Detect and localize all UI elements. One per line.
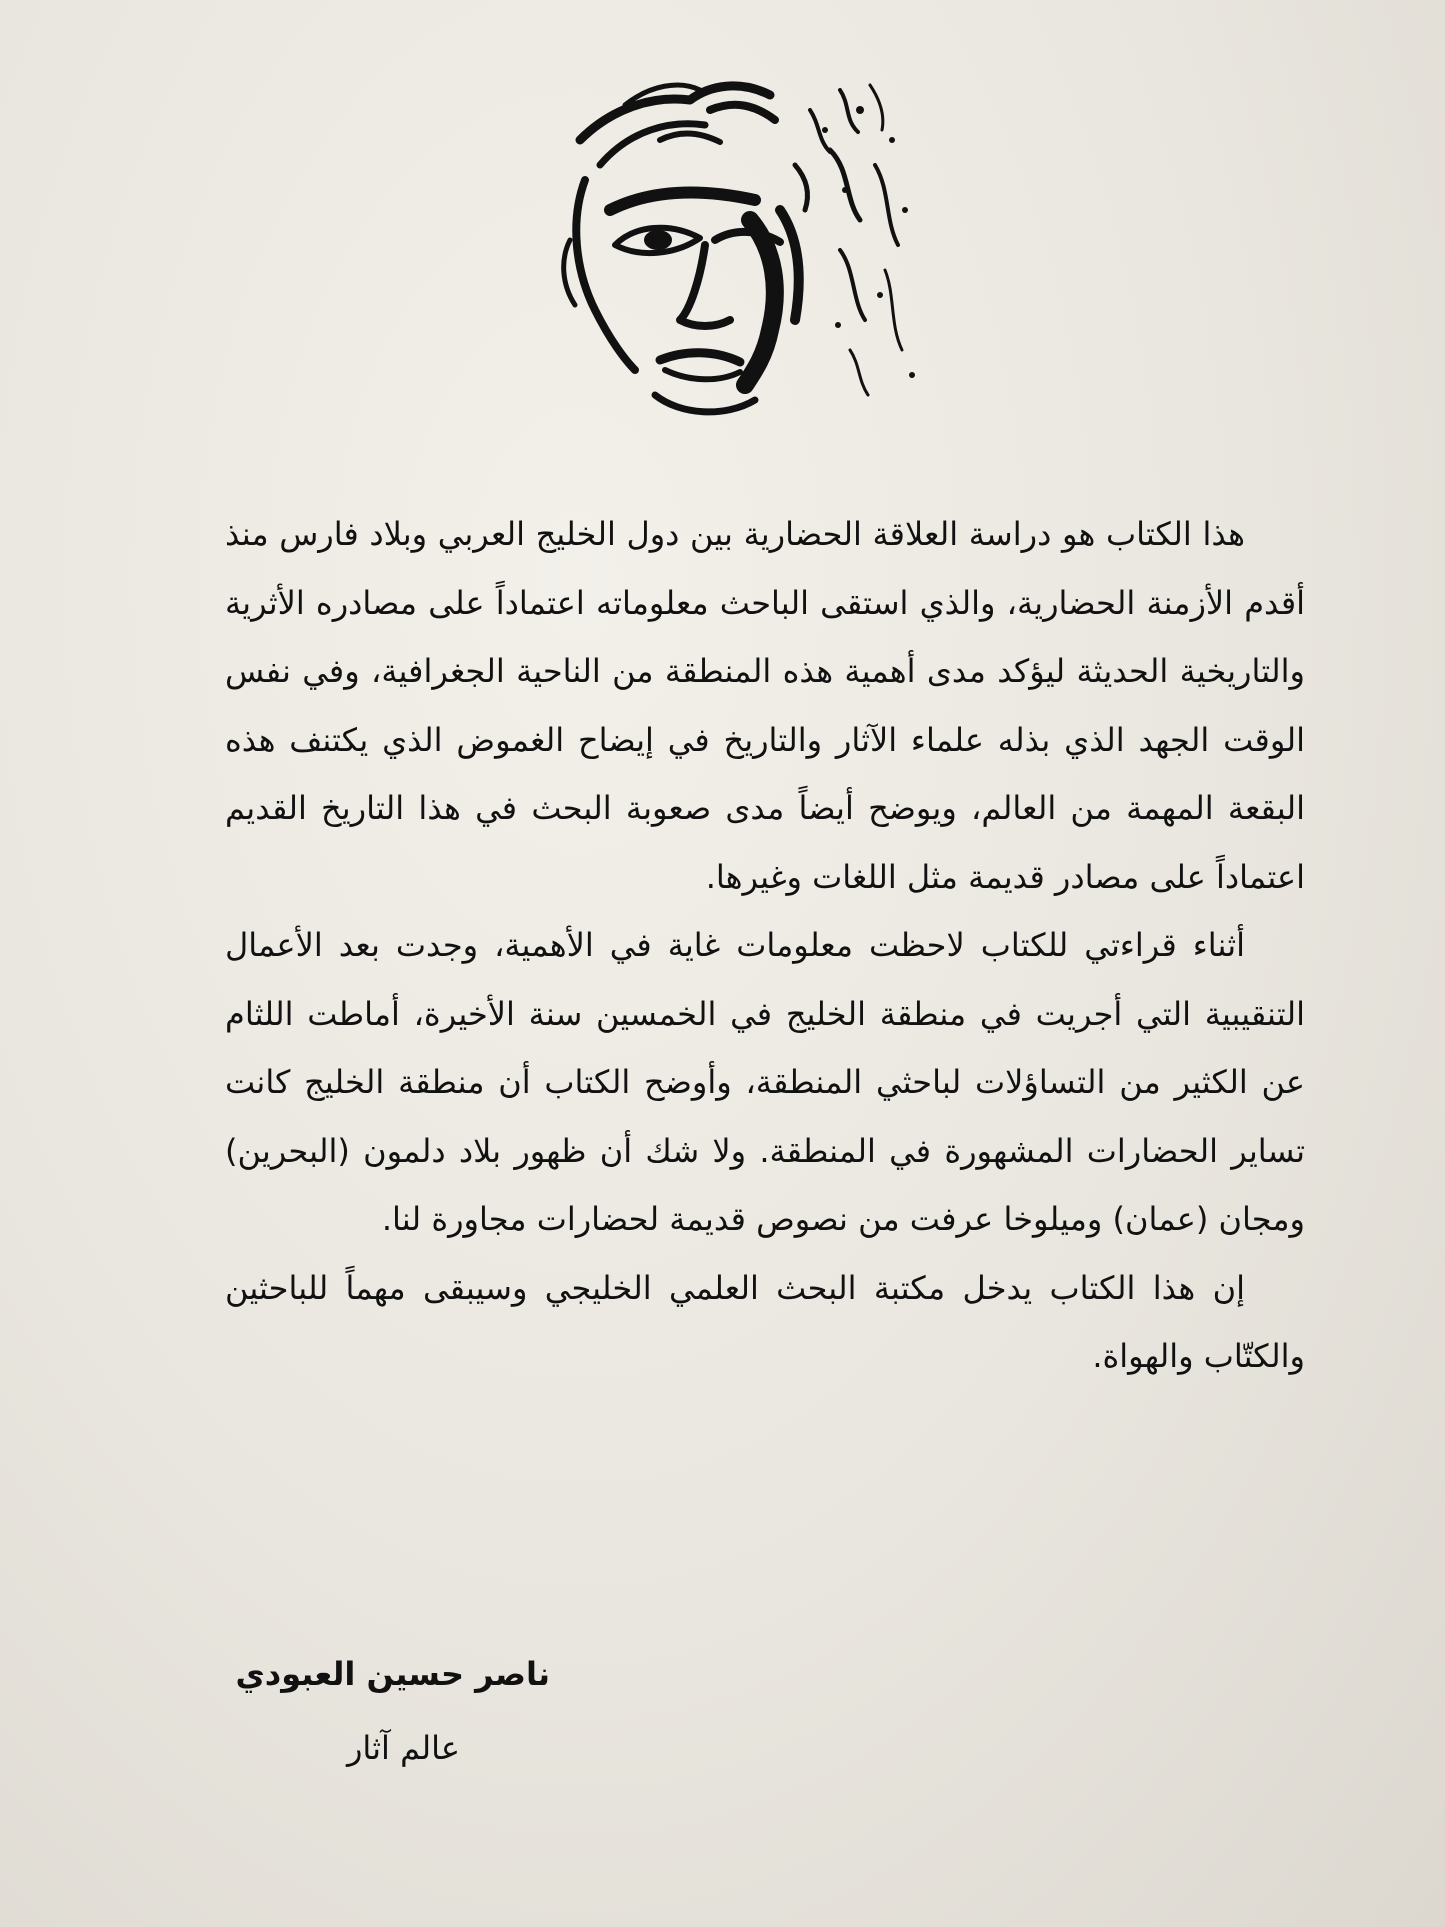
paragraph-3: إن هذا الكتاب يدخل مكتبة البحث العلمي الخليجي وسيبقى مهماً للباحثين والكتّاب والهواة. (225, 1268, 1305, 1375)
author-name: ناصر حسين العبودي (235, 1655, 550, 1693)
portrait-illustration (540, 70, 980, 430)
paragraph-1: هذا الكتاب هو دراسة العلاقة الحضارية بين دول الخليج العربي وبلاد فارس منذ أقدم الأزمنة الحضارية، والذي استقى الباحث معلوماته اعتماداً على مصادره الأثرية والتاريخية الحديثة ليؤكد مدى أهمية هذه المنطقة من الناحية الجغرافية، وفي نفس الوقت الجهد الذي بذله علماء الآثار والتاريخ في إيضاح الغموض الذي يكتنف هذه البقعة المهمة من العالم، ويوضح أيضاً مدى صعوبة البحث في هذا التاريخ القديم اعتماداً على مصادر قديمة مثل اللغات وغيرها. (225, 515, 1305, 896)
body-text (225, 500, 1305, 1391)
author-title: عالم آثار (346, 1729, 460, 1767)
paragraph-2: أثناء قراءتي للكتاب لاحظت معلومات غاية في الأهمية، وجدت بعد الأعمال التنقيبية التي أجريت في منطقة الخليج في الخمسين سنة الأخيرة، أماطت اللثام عن الكثير من التساؤلات لباحثي المنطقة، وأوضح الكتاب أن منطقة الخليج كانت تساير الحضارات المشهورة في المنطقة. ولا شك أن ظهور بلاد دلمون (البحرين) ومجان (عمان) وميلوخا عرفت من نصوص قديمة لحضارات مجاورة لنا. (225, 926, 1305, 1238)
signature-block (230, 1655, 560, 1767)
